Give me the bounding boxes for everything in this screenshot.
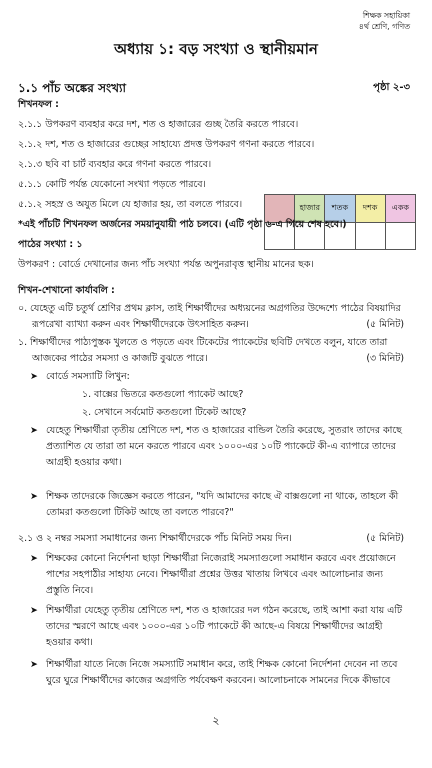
table-header-hundreds: শতক bbox=[325, 195, 355, 223]
bullet-icon: ➤ bbox=[30, 425, 38, 436]
bullet-text: পাশের সহপাঠীর সাহায্য নেবে। শিক্ষার্থীরা প্রশ্নের উত্তর খাতায় লিখবে এবং আলোচনার জন্য bbox=[46, 569, 383, 580]
materials: উপকরণ : বোর্ডে দেখানোর জন্য পাঁচ সংখ্যা পর্যন্ত অপুনরাবৃত্ত স্থানীয় মানের ছক। bbox=[18, 259, 314, 270]
table-header-ones: একক bbox=[385, 195, 415, 223]
table-cell bbox=[385, 222, 415, 250]
bullet-text: যেহেতু শিক্ষার্থীরা তৃতীয় শ্রেণিতে দশ, শত ও হাজারের বান্ডিল তৈরি করেছে, সুতরাং তাদের কাছে bbox=[46, 425, 402, 436]
bullet-text: প্রত্যাশিত যে তারা তা মনে করতে পারবে এবং ১০০০-এর ১০টি প্যাকেটে কী-এ ব্যাপারে তাদের bbox=[46, 441, 396, 452]
bullet-text: শিক্ষকের কোনো নির্দেশনা ছাড়া শিক্ষার্থীরা নিজেরাই সমস্যাগুলো সমাধান করবে এবং প্রয়োজনে bbox=[46, 553, 396, 564]
outcome-item: ৫.১.২ সহস্র ও অযুত মিলে যে হাজার হয়, তা বলতে পারবে। bbox=[18, 199, 243, 210]
pacing-note: *এই পাঁচটি শিখনফল অর্জনের সময়ানুযায়ী পাঠ চলবে। (এটি পৃষ্ঠা ৬-এ গিয়ে শেষ হবে।) bbox=[18, 219, 347, 230]
bullet-text: তোমরা কতগুলো টিকিট আছে তা বলতে পারবে?" bbox=[46, 507, 234, 518]
activity-2-line: ২.১ ও ২ নম্বর সমস্যা সমাধানের জন্য শিক্ষার্থীদেরকে পাঁচ মিনিট সময় দিন। bbox=[18, 533, 292, 544]
table-color-cell bbox=[265, 195, 295, 223]
board-instruction: বোর্ডে সমস্যাটি লিখুন: bbox=[46, 371, 130, 382]
grade-subject: ৪র্থ শ্রেণি, গণিত bbox=[358, 22, 410, 31]
outcomes-heading: শিখনফল : bbox=[18, 99, 59, 110]
table-header-tens: দশক bbox=[355, 195, 385, 223]
outcome-item: ৫.১.১ কোটি পর্যন্ত যেকোনো সংখ্যা পড়তে পারবে। bbox=[18, 179, 206, 190]
page-number: ২ bbox=[212, 714, 220, 727]
book-title: শিক্ষক সহায়িকা bbox=[362, 11, 410, 20]
board-question: ২. সেখানে সর্বমোট কতগুলো টিকেট আছে? bbox=[82, 407, 247, 418]
bullet-text: হওয়ার কথা। bbox=[46, 637, 93, 648]
bullet-icon: ➤ bbox=[30, 605, 38, 616]
outcome-item: ২.১.২ দশ, শত ও হাজারের গুচ্ছের সাহায্যে প্রদত্ত উপকরণ গণনা করতে পারবে। bbox=[18, 139, 315, 150]
section-heading: ১.১ পাঁচ অঙ্কের সংখ্যা bbox=[18, 81, 127, 95]
outcome-item: ২.১.৩ ছবি বা চার্ট ব্যবহার করে গণনা করতে পারবে। bbox=[18, 159, 212, 170]
header-meta bbox=[359, 10, 410, 32]
activities-heading: শিখন-শেখানো কার্যাবলি : bbox=[18, 285, 115, 296]
activity-0-line: ০. যেহেতু এটি চতুর্থ শ্রেণির প্রথম ক্লাস, তাই শিক্ষার্থীদের অধ্যয়নের অগ্রগতির উদ্দেশ্যে পাঠের বিষয়াদির bbox=[18, 303, 401, 314]
activity-0-time: (৫ মিনিট) bbox=[366, 319, 404, 330]
lesson-count: পাঠের সংখ্যা : ১ bbox=[18, 239, 83, 250]
page-reference: পৃষ্ঠা ২-৩ bbox=[373, 82, 410, 93]
bullet-text: আগ্রহী হওয়ার কথা। bbox=[46, 457, 122, 468]
bullet-text: প্রস্তুতি নিবে। bbox=[46, 585, 94, 596]
bullet-text: শিক্ষার্থীরা যাতে নিজে নিজে সমস্যাটি সমাধান করে, তাই শিক্ষক কোনো নির্দেশনা দেবেন না তবে bbox=[46, 659, 398, 670]
activity-0-line: রূপরেখা ব্যাখ্যা করুন এবং শিক্ষার্থীদেরকে উৎসাহিত করুন। bbox=[32, 319, 249, 330]
bullet-text: তাদের স্মরণে আছে এবং ১০০০-এর ১০টি প্যাকেটে কী আছে-এ বিষয়ে শিক্ষার্থীদের আগ্রহী bbox=[46, 621, 383, 632]
bullet-text: শিক্ষক তাদেরকে জিজ্ঞেস করতে পারেন, "যদি আমাদের কাছে ঐ বাক্সগুলো না থাকে, তাহলে কী bbox=[46, 491, 399, 502]
activity-1-line: ১. শিক্ষার্থীদের পাঠ্যপুস্তক খুলতে ও পড়তে এবং টিকেটের প্যাকেটের ছবিটি দেখতে বলুন, যাতে তারা bbox=[18, 337, 388, 348]
board-question: ১. বাক্সের ভিতরে কতগুলো প্যাকেট আছে? bbox=[82, 389, 244, 400]
activity-1-line: আজকের পাঠের সমস্যা ও কাজটি বুঝতে পারে। bbox=[32, 353, 208, 364]
bullet-icon: ➤ bbox=[30, 553, 38, 564]
table-cell bbox=[355, 222, 385, 250]
bullet-icon: ➤ bbox=[30, 659, 38, 670]
bullet-icon: ➤ bbox=[30, 371, 38, 382]
activity-2-time: (৫ মিনিট) bbox=[366, 533, 404, 544]
table-header-thousands: হাজার bbox=[295, 195, 325, 223]
outcome-item: ২.১.১ উপকরণ ব্যবহার করে দশ, শত ও হাজারের গুচ্ছ তৈরি করতে পারবে। bbox=[18, 119, 299, 130]
bullet-icon: ➤ bbox=[30, 491, 38, 502]
bullet-text: শিক্ষার্থীরা যেহেতু তৃতীয় শ্রেণিতে দশ, শত ও হাজারের দল গঠন করেছে, তাই আশা করা যায় এটি bbox=[46, 605, 403, 616]
bullet-text: ঘুরে ঘুরে শিক্ষার্থীদের কাজের অগ্রগতি পর্যবেক্ষণ করবেন। আলোচনাকে সামনের দিকে কীভাবে bbox=[46, 675, 391, 686]
chapter-title: অধ্যায় ১: বড় সংখ্যা ও স্থানীয়মান bbox=[114, 40, 318, 58]
activity-1-time: (৩ মিনিট) bbox=[366, 353, 404, 364]
